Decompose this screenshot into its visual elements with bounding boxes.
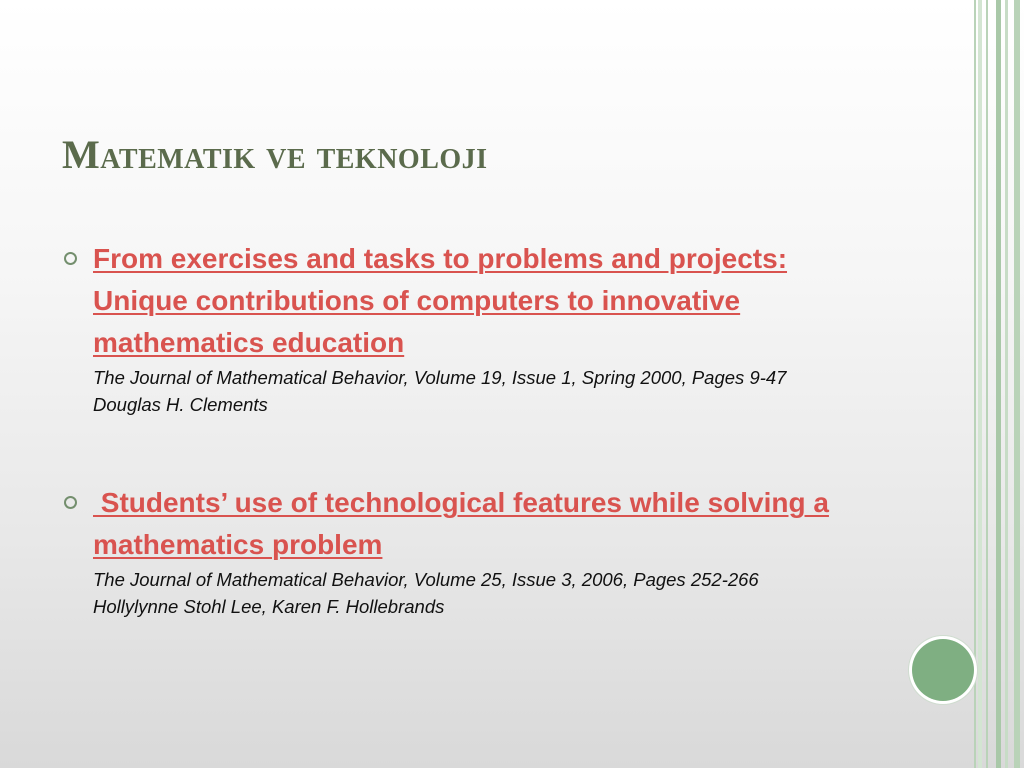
border-stripe — [986, 0, 988, 768]
bullet-circle-icon — [64, 496, 77, 509]
article-title-link[interactable]: From exercises and tasks to problems and projects: Unique contributions of computers to innovative mathematics education — [93, 243, 788, 358]
article-list — [62, 238, 892, 620]
slide-title: Matematik ve teknoloji — [62, 131, 488, 177]
border-stripe — [996, 0, 1001, 768]
border-stripe — [978, 0, 982, 768]
border-stripe — [1014, 0, 1020, 768]
article-title-link[interactable]: Students’ use of technological features while solving a mathematics problem — [93, 487, 829, 560]
decorative-circle — [912, 639, 974, 701]
right-decorative-border — [974, 0, 1024, 768]
article-item — [62, 238, 892, 418]
article-citation: The Journal of Mathematical Behavior, Volume 25, Issue 3, 2006, Pages 252-266 — [93, 569, 759, 590]
article-authors: Hollylynne Stohl Lee, Karen F. Hollebrands — [93, 596, 445, 617]
border-stripe — [1005, 0, 1008, 768]
border-stripe — [974, 0, 976, 768]
bullet-circle-icon — [64, 252, 77, 265]
article-citation: The Journal of Mathematical Behavior, Volume 19, Issue 1, Spring 2000, Pages 9-47 — [93, 367, 787, 388]
article-authors: Douglas H. Clements — [93, 394, 268, 415]
article-item — [62, 482, 892, 620]
